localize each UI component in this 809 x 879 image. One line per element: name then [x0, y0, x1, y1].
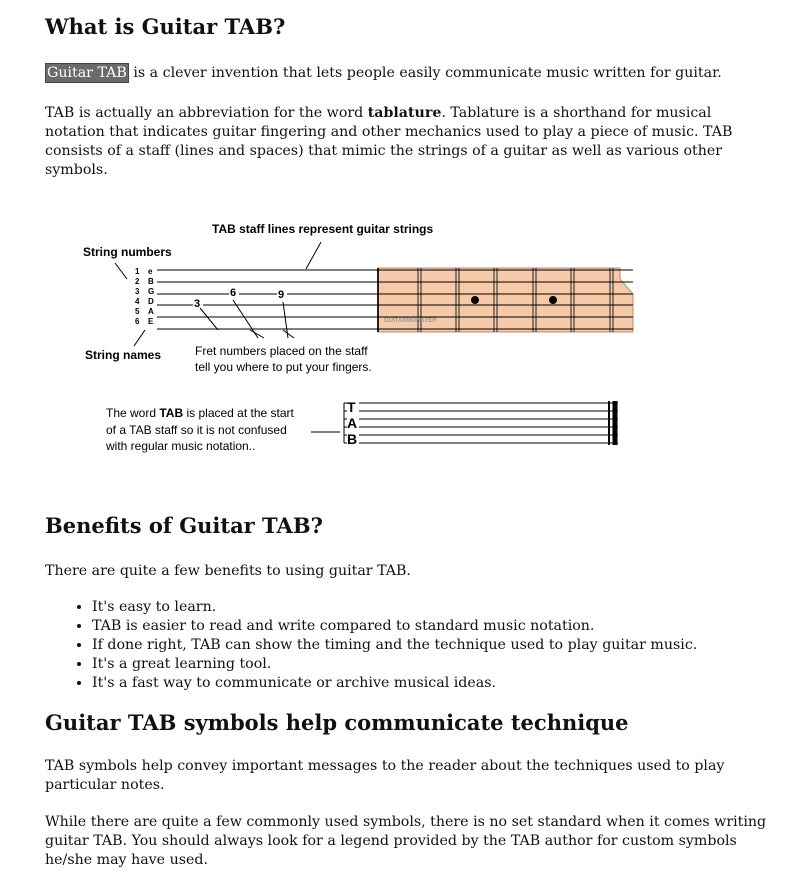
string-names-label: String names — [85, 348, 162, 362]
watermark: GUITARMONSTER — [384, 318, 437, 324]
tab-caption-line2: of a TAB staff so it is not confused — [106, 423, 287, 437]
fret-caption-line1: Fret numbers placed on the staff — [195, 344, 368, 358]
fret-number: 6 — [230, 287, 237, 299]
string-numbers-pointer — [115, 263, 127, 279]
string-names-pointer — [134, 330, 145, 346]
symbols-paragraph-2: While there are quite a few commonly used symbols, there is no set standard when it comes writing guitar TAB. You should always look for a legend provided by the TAB author for custom symbols he/she may have used. — [45, 814, 767, 868]
tab-letter: T — [347, 399, 356, 415]
intro-text: is a clever invention that lets people easily communicate music written for guitar. — [128, 65, 722, 81]
tab-diagram — [78, 212, 638, 462]
intro-paragraph — [45, 64, 722, 83]
string-number: 4 — [135, 297, 140, 306]
tablature-bold: tablature — [367, 105, 442, 121]
highlighted-term[interactable]: Guitar TAB — [47, 65, 127, 81]
tab-clef — [347, 398, 359, 447]
benefits-list — [45, 598, 697, 693]
string-number: 1 — [135, 267, 140, 276]
string-number: 2 — [135, 277, 140, 286]
fret-pointers — [200, 300, 294, 338]
fret-marker-dot — [549, 296, 557, 304]
fret-number: 9 — [278, 289, 285, 301]
staff-caption: TAB staff lines represent guitar strings — [212, 222, 434, 236]
tab-caption-line1: The word TAB is placed at the start — [106, 406, 294, 420]
string-number: 5 — [135, 307, 140, 316]
staff-pointer — [306, 242, 321, 269]
tab-letter: A — [347, 415, 358, 431]
tablature-paragraph — [45, 104, 775, 180]
tablature-text-b: . Tablature is a shorthand for musical notation that indicates guitar fingering and other mechanics used to play a piece of music. TAB consists of a staff (lines and spaces) that mimic the strings of a guitar as well as various other symbols. — [45, 105, 733, 178]
list-item: • It's a great learning tool. — [92, 655, 697, 674]
heading-what-is-tab: What is Guitar TAB? — [45, 14, 286, 39]
fret-marker-dot — [471, 296, 479, 304]
string-numbers-label: String numbers — [83, 245, 172, 259]
string-name: G — [148, 287, 155, 296]
string-number: 3 — [135, 287, 140, 296]
fret-number: 3 — [194, 298, 201, 310]
string-number-column — [135, 267, 154, 326]
string-name: A — [148, 307, 154, 316]
string-name: E — [148, 317, 154, 326]
tablature-text-a: TAB is actually an abbreviation for the word — [45, 105, 368, 121]
string-number: 6 — [135, 317, 140, 326]
symbols-paragraph-1: TAB symbols help convey important messages to the reader about the techniques used to play particular notes. — [45, 758, 725, 793]
tab-clef-staff — [344, 401, 618, 445]
tab-caption-line3: with regular music notation.. — [106, 439, 256, 453]
string-name: B — [148, 277, 154, 286]
fret-caption-line2: tell you where to put your fingers. — [195, 360, 372, 374]
list-item: • TAB is easier to read and write compared to standard music notation. — [92, 617, 697, 636]
heading-symbols: Guitar TAB symbols help communicate technique — [45, 710, 629, 735]
list-item: • It's a fast way to communicate or archive musical ideas. — [92, 674, 697, 693]
string-name: D — [148, 297, 154, 306]
string-name: e — [148, 267, 153, 276]
heading-benefits: Benefits of Guitar TAB? — [45, 513, 323, 538]
list-item: • If done right, TAB can show the timing and the technique used to play guitar music. — [92, 636, 697, 655]
tab-letter: B — [347, 431, 358, 447]
list-item: • It's easy to learn. — [92, 598, 697, 617]
benefits-intro: There are quite a few benefits to using guitar TAB. — [45, 563, 411, 579]
